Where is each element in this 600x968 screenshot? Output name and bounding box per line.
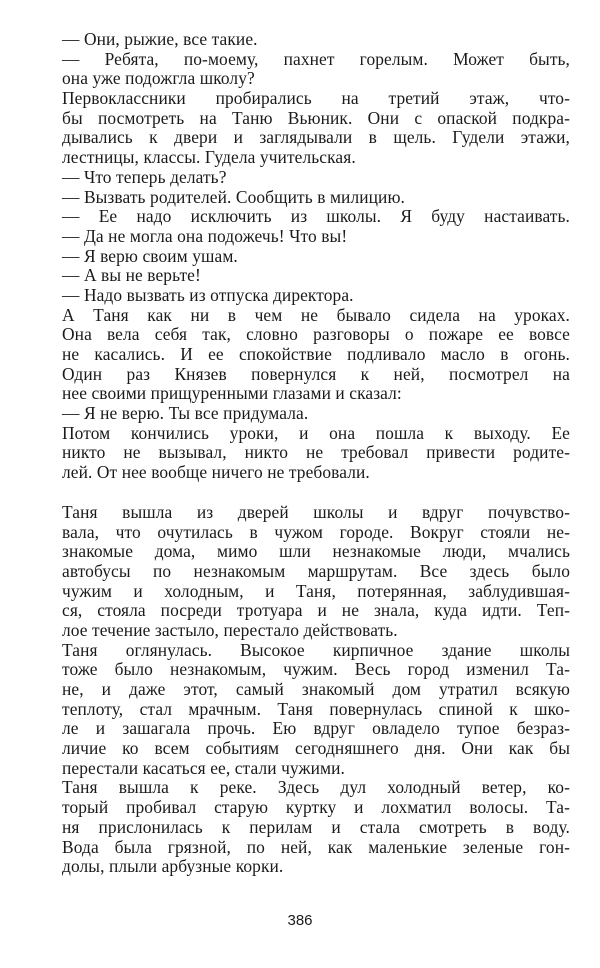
text-line: — Вызвать родителей. Сообщить в милицию. — [62, 186, 406, 207]
text-line: долы, плыли арбузные корки. — [62, 856, 284, 877]
text-line: вала, что очутилась в чужом городе. Вокруг стояли не- — [62, 521, 570, 542]
text-line: Потом кончились уроки, и она пошла к выходу. Ее — [62, 422, 570, 443]
text-line: — Ребята, по-моему, пахнет горелым. Может быть, — [62, 48, 570, 69]
text-line: А Таня как ни в чем не бывало сидела на уроках. — [62, 304, 570, 325]
text-line: ся, стояла посреди тротуара и не знала, куда идти. Теп- — [62, 600, 570, 621]
text-line: нее своими прищуренными глазами и сказал: — [62, 383, 402, 404]
text-line: Она вела себя так, словно разговоры о пожаре ее вовсе — [62, 324, 570, 345]
text-line: личие ко всем событиям сегодняшнего дня. Они как бы — [62, 738, 570, 759]
text-line: ня прислонилась к перилам и стала смотреть в воду. — [62, 816, 570, 837]
page-number: 386 — [287, 912, 313, 929]
text-line: Таня вышла к реке. Здесь дул холодный ветер, ко- — [62, 777, 570, 798]
text-line: — А вы не верьте! — [62, 265, 201, 286]
text-line: Вода была грязной, по ней, как маленькие зеленые гон- — [62, 836, 570, 857]
text-line: теплоту, стал мрачным. Таня повернулась спиной к шко- — [62, 698, 570, 719]
text-line: — Надо вызвать из отпуска директора. — [62, 284, 354, 305]
text-line: — Они, рыжие, все такие. — [62, 29, 258, 49]
text-line: ле и зашагала прочь. Ею вдруг овладело тупое безраз- — [62, 718, 570, 739]
text-line: перестали касаться ее, стали чужими. — [62, 757, 345, 778]
text-line: — Я верю своим ушам. — [62, 245, 238, 266]
text-line: дывались к двери и заглядывали в щель. Гудели этажи, — [62, 127, 570, 148]
text-block-1 — [62, 30, 570, 483]
text-line: знакомые дома, мимо шли незнакомые люди, мчались — [62, 541, 570, 562]
text-line: Первоклассники пробирались на третий этаж, что- — [62, 88, 570, 109]
text-line: Таня оглянулась. Высокое кирпичное здание школы — [62, 639, 570, 660]
text-line: — Ее надо исключить из школы. Я буду настаивать. — [62, 206, 570, 227]
text-line: торый пробивал старую куртку и лохматил волосы. Та- — [62, 797, 570, 818]
text-line: лое течение застыло, перестало действовать. — [62, 619, 398, 640]
section-break — [62, 483, 570, 503]
text-line: не, и даже этот, самый знакомый дом утратил всякую — [62, 679, 570, 699]
text-line: лей. От нее вообще ничего не требовали. — [62, 462, 370, 483]
text-line: никто не вызывал, никто не требовал привести родите- — [62, 442, 570, 463]
text-line: она уже подожгла школу? — [62, 68, 255, 89]
text-line: — Да не могла она подожечь! Что вы! — [62, 225, 348, 246]
text-line: не касались. И ее спокойствие подливало масло в огонь. — [62, 344, 570, 364]
text-line: — Что теперь делать? — [62, 166, 227, 187]
text-line: чужим и холодным, и Таня, потерянная, заблудившая- — [62, 580, 570, 601]
text-line: Один раз Князев повернулся к ней, посмотрел на — [62, 363, 570, 384]
text-line: тоже было незнакомым, чужим. Весь город изменил Та- — [62, 659, 570, 680]
text-line: — Я не верю. Ты все придумала. — [62, 403, 309, 424]
text-block-2 — [62, 503, 570, 877]
text-line: бы посмотреть на Таню Вьюник. Они с опаской подкра- — [62, 107, 570, 128]
text-line: лестницы, классы. Гудела учительская. — [62, 147, 356, 168]
page-body — [62, 30, 570, 877]
text-line: Таня вышла из дверей школы и вдруг почувство- — [62, 501, 570, 522]
text-line: автобусы по незнакомым маршрутам. Все здесь было — [62, 560, 570, 581]
